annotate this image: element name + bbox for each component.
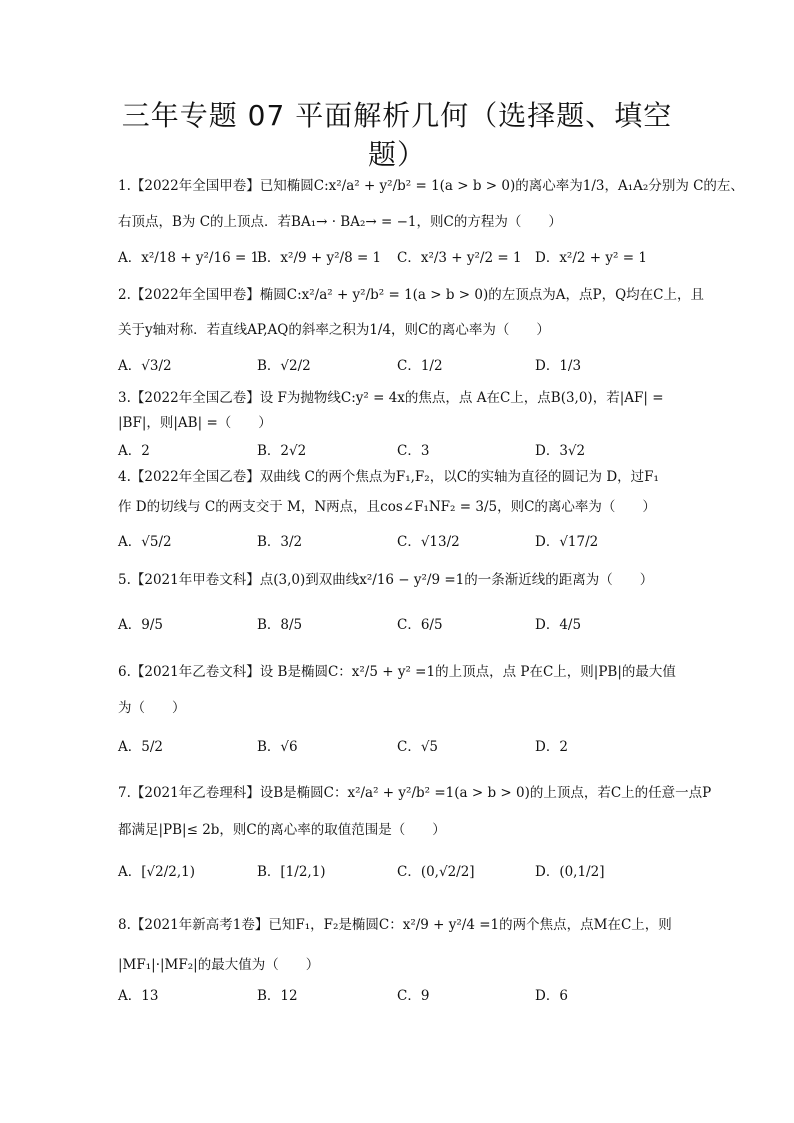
question-1-line-2: 右顶点，B为 C的上顶点．若BA₁→ · BA₂→ = −1，则C的方程为（ ） (118, 214, 562, 230)
question-6-line-1: 6.【2021年乙卷文科】设 B是椭圆C：x²/5 + y² =1的上顶点，点 P在C上，则|PB|的最大值 (118, 664, 676, 680)
question-6-option-c: C．√5 (397, 739, 439, 755)
question-6-option-a: A．5/2 (118, 739, 163, 755)
question-3-option-b: B．2√2 (257, 443, 307, 459)
question-1-option-b: B．x²/9 + y²/8 = 1 (257, 250, 382, 266)
question-7-line-1: 7.【2021年乙卷理科】设B是椭圆C：x²/a² + y²/b² =1(a > b > 0)的上顶点，若C上的任意一点P (118, 785, 712, 801)
question-6-line-2: 为（ ） (118, 700, 186, 716)
question-6-option-b: B．√6 (257, 739, 298, 755)
question-4-line-1: 4.【2022年全国乙卷】双曲线 C的两个焦点为F₁,F₂，以C的实轴为直径的圆记为 D，过F₁ (118, 469, 659, 485)
question-1-option-d: D．x²/2 + y² = 1 (535, 250, 647, 266)
question-2-line-1: 2.【2022年全国甲卷】椭圆C:x²/a² + y²/b² = 1(a > b > 0)的左顶点为A，点P，Q均在C上，且 (118, 287, 704, 303)
question-2-option-a: A．√3/2 (118, 358, 172, 374)
question-8-option-c: C．9 (397, 988, 430, 1004)
question-8-option-d: D．6 (535, 988, 568, 1004)
document-title-line-1: 三年专题 07 平面解析几何（选择题、填空 (121, 99, 673, 132)
question-1-option-a: A．x²/18 + y²/16 = 1 (118, 250, 260, 266)
question-4-line-2: 作 D的切线与 C的两支交于 M，N两点，且cos∠F₁NF₂ = 3/5，则C的离心率为（ ） (118, 499, 656, 515)
question-4-option-d: D．√17/2 (535, 534, 599, 550)
question-4-option-b: B．3/2 (257, 534, 303, 550)
question-2-option-c: C．1/2 (397, 358, 443, 374)
question-3-line-1: 3.【2022年全国乙卷】设 F为抛物线C:y² = 4x的焦点，点 A在C上，点B(3,0)，若|AF| = (118, 390, 664, 406)
document-title-line-2: 题） (367, 138, 426, 171)
question-5-option-a: A．9/5 (118, 617, 163, 633)
question-5-option-b: B．8/5 (257, 617, 303, 633)
question-8-option-a: A．13 (118, 988, 159, 1004)
question-7-option-c: C．(0,√2/2] (397, 864, 475, 880)
question-8-line-2: |MF₁|·|MF₂|的最大值为（ ） (118, 957, 320, 973)
question-4-option-c: C．√13/2 (397, 534, 460, 550)
question-1-option-c: C．x²/3 + y²/2 = 1 (397, 250, 522, 266)
question-5-line-1: 5.【2021年甲卷文科】点(3,0)到双曲线x²/16 − y²/9 =1的一条渐近线的距离为（ ） (118, 572, 654, 588)
question-7-option-a: A．[√2/2,1) (118, 864, 195, 880)
question-3-option-c: C．3 (397, 443, 430, 459)
question-4-option-a: A．√5/2 (118, 534, 172, 550)
question-5-option-d: D．4/5 (535, 617, 582, 633)
question-8-line-1: 8.【2021年新高考1卷】已知F₁，F₂是椭圆C：x²/9 + y²/4 =1的两个焦点，点M在C上，则 (118, 917, 672, 933)
question-2-option-b: B．√2/2 (257, 358, 311, 374)
question-6-option-d: D．2 (535, 739, 568, 755)
question-5-option-c: C．6/5 (397, 617, 443, 633)
question-7-option-d: D．(0,1/2] (535, 864, 605, 880)
question-2-line-2: 关于y轴对称．若直线AP,AQ的斜率之积为1/4，则C的离心率为（ ） (118, 322, 550, 338)
question-8-option-b: B．12 (257, 988, 298, 1004)
question-3-option-a: A．2 (118, 443, 150, 459)
question-3-line-2: |BF|，则|AB| =（ ） (118, 415, 272, 431)
question-2-option-d: D．1/3 (535, 358, 582, 374)
question-3-option-d: D．3√2 (535, 443, 586, 459)
question-7-option-b: B．[1/2,1) (257, 864, 326, 880)
question-1-line-1: 1.【2022年全国甲卷】已知椭圆C:x²/a² + y²/b² = 1(a > b > 0)的离心率为1/3，A₁A₂分别为 C的左、 (118, 178, 744, 194)
question-7-line-2: 都满足|PB|≤ 2b，则C的离心率的取值范围是（ ） (118, 822, 446, 838)
